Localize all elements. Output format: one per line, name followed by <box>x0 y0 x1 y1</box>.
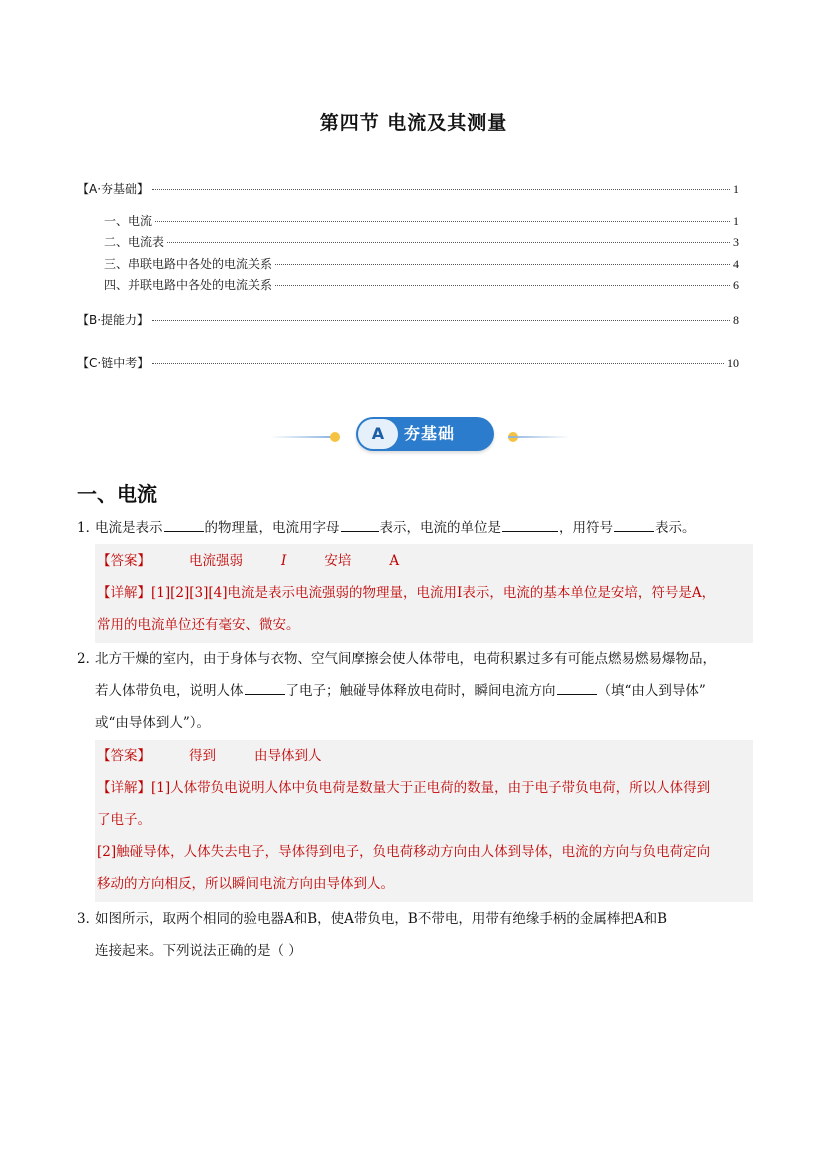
question-text: 电流是表示 <box>95 520 163 536</box>
toc-leader <box>275 263 730 265</box>
question-text: （填“由人到导体” <box>597 683 706 699</box>
toc-entry-3[interactable] <box>104 255 739 272</box>
answer-box-2 <box>95 740 753 902</box>
question-text: 如图所示，取两个相同的验电器A和B，使A带负电，B不带电，用带有绝缘手柄的金属棒把A和B <box>95 911 668 927</box>
detail-text: 了电子。 <box>97 812 151 828</box>
toc-label: 三、串联电路中各处的电流关系 <box>104 257 273 271</box>
banner-letter: A <box>358 419 398 449</box>
fill-blank <box>164 517 204 532</box>
toc-label: 四、并联电路中各处的电流关系 <box>104 278 273 292</box>
answer-value: 得到 <box>189 748 216 764</box>
fill-blank <box>614 517 654 532</box>
toc-page: 6 <box>733 278 739 292</box>
question-text: 表示，电流的单位是 <box>379 520 501 536</box>
toc-page: 1 <box>733 182 739 196</box>
toc-entry-4[interactable] <box>104 276 739 293</box>
toc-entry-a[interactable] <box>77 180 739 197</box>
toc-leader <box>155 220 730 222</box>
question-1 <box>77 512 757 544</box>
detail-line <box>95 772 753 804</box>
detail-text: [2]触碰导体，人体失去电子，导体得到电子，负电荷移动方向由人体到导体，电流的方向与负电荷定向 <box>97 844 711 860</box>
toc-label: 【A·夯基础】 <box>77 182 150 196</box>
section-heading: 一、电流 <box>77 482 157 506</box>
toc-leader <box>152 188 730 190</box>
answer-value: 电流强弱 <box>189 553 243 569</box>
question-number: 2． <box>77 651 100 667</box>
toc-page: 8 <box>733 313 739 327</box>
detail-line <box>95 868 753 900</box>
section-banner <box>270 414 570 460</box>
detail-line <box>95 577 753 609</box>
toc-entry-1[interactable] <box>104 212 739 229</box>
banner-line-right <box>508 436 570 438</box>
question-text: 了电子；触碰导体释放电荷时，瞬间电流方向 <box>285 683 556 699</box>
question-2 <box>77 643 757 739</box>
detail-text: [1][2][3][4]电流是表示电流强弱的物理量，电流用I表示，电流的基本单位是安培，符号是A， <box>151 585 716 601</box>
detail-label: 【详解】 <box>97 780 151 796</box>
question-text: 或“由导体到人”）。 <box>95 715 211 731</box>
detail-line <box>95 804 753 836</box>
fill-blank <box>245 680 285 695</box>
answer-value: 由导体到人 <box>254 748 322 764</box>
toc-entry-2[interactable] <box>104 233 739 250</box>
toc-leader <box>152 362 724 364</box>
answer-line <box>95 740 753 772</box>
page-title: 第四节 电流及其测量 <box>319 112 508 134</box>
answer-line <box>95 545 753 577</box>
answer-box-1 <box>95 544 753 643</box>
detail-text: 常用的电流单位还有毫安、微安。 <box>97 617 300 633</box>
question-text: 表示。 <box>655 520 696 536</box>
toc-leader <box>167 241 730 243</box>
answer-label: 【答案】 <box>97 748 151 764</box>
fill-blank <box>502 517 558 532</box>
fill-blank <box>341 517 379 532</box>
toc-label: 一、电流 <box>104 214 153 228</box>
banner-dot-left <box>330 432 340 442</box>
question-number: 3． <box>77 911 100 927</box>
question-number: 1． <box>77 520 100 536</box>
answer-value: A <box>389 553 400 569</box>
answer-value: 安培 <box>324 553 352 569</box>
question-text: 若人体带负电，说明人体 <box>95 683 244 699</box>
detail-line <box>95 609 753 641</box>
banner-text: 夯基础 <box>404 424 456 443</box>
toc-label: 二、电流表 <box>104 235 165 249</box>
toc-label: 【C·链中考】 <box>77 356 150 370</box>
question-3 <box>77 903 757 967</box>
answer-label: 【答案】 <box>97 553 151 569</box>
detail-text: [1]人体带负电说明人体中负电荷是数量大于正电荷的数量，由于电子带负电荷，所以人体得到 <box>151 780 711 796</box>
question-text: 北方干燥的室内，由于身体与衣物、空气间摩擦会使人体带电，电荷积累过多有可能点燃易燃易爆物品， <box>95 651 716 667</box>
toc-page: 10 <box>727 356 739 370</box>
toc-page: 1 <box>733 214 739 228</box>
question-text: 的物理量，电流用字母 <box>204 520 340 536</box>
toc-entry-b[interactable] <box>77 311 739 328</box>
question-text: 连接起来。下列说法正确的是（ ） <box>95 943 302 959</box>
toc-label: 【B·提能力】 <box>77 313 150 327</box>
toc-entry-c[interactable] <box>77 354 739 371</box>
banner-line-left <box>270 436 332 438</box>
toc-page: 3 <box>733 235 739 249</box>
fill-blank <box>557 680 597 695</box>
detail-text: 移动的方向相反，所以瞬间电流方向由导体到人。 <box>97 876 394 892</box>
detail-label: 【详解】 <box>97 585 151 601</box>
answer-value: I <box>281 553 287 569</box>
toc-page: 4 <box>733 257 739 271</box>
banner-pill <box>356 417 494 451</box>
toc-leader <box>275 284 730 286</box>
question-text: ，用符号 <box>559 520 613 536</box>
detail-line <box>95 836 753 868</box>
toc-leader <box>152 319 730 321</box>
